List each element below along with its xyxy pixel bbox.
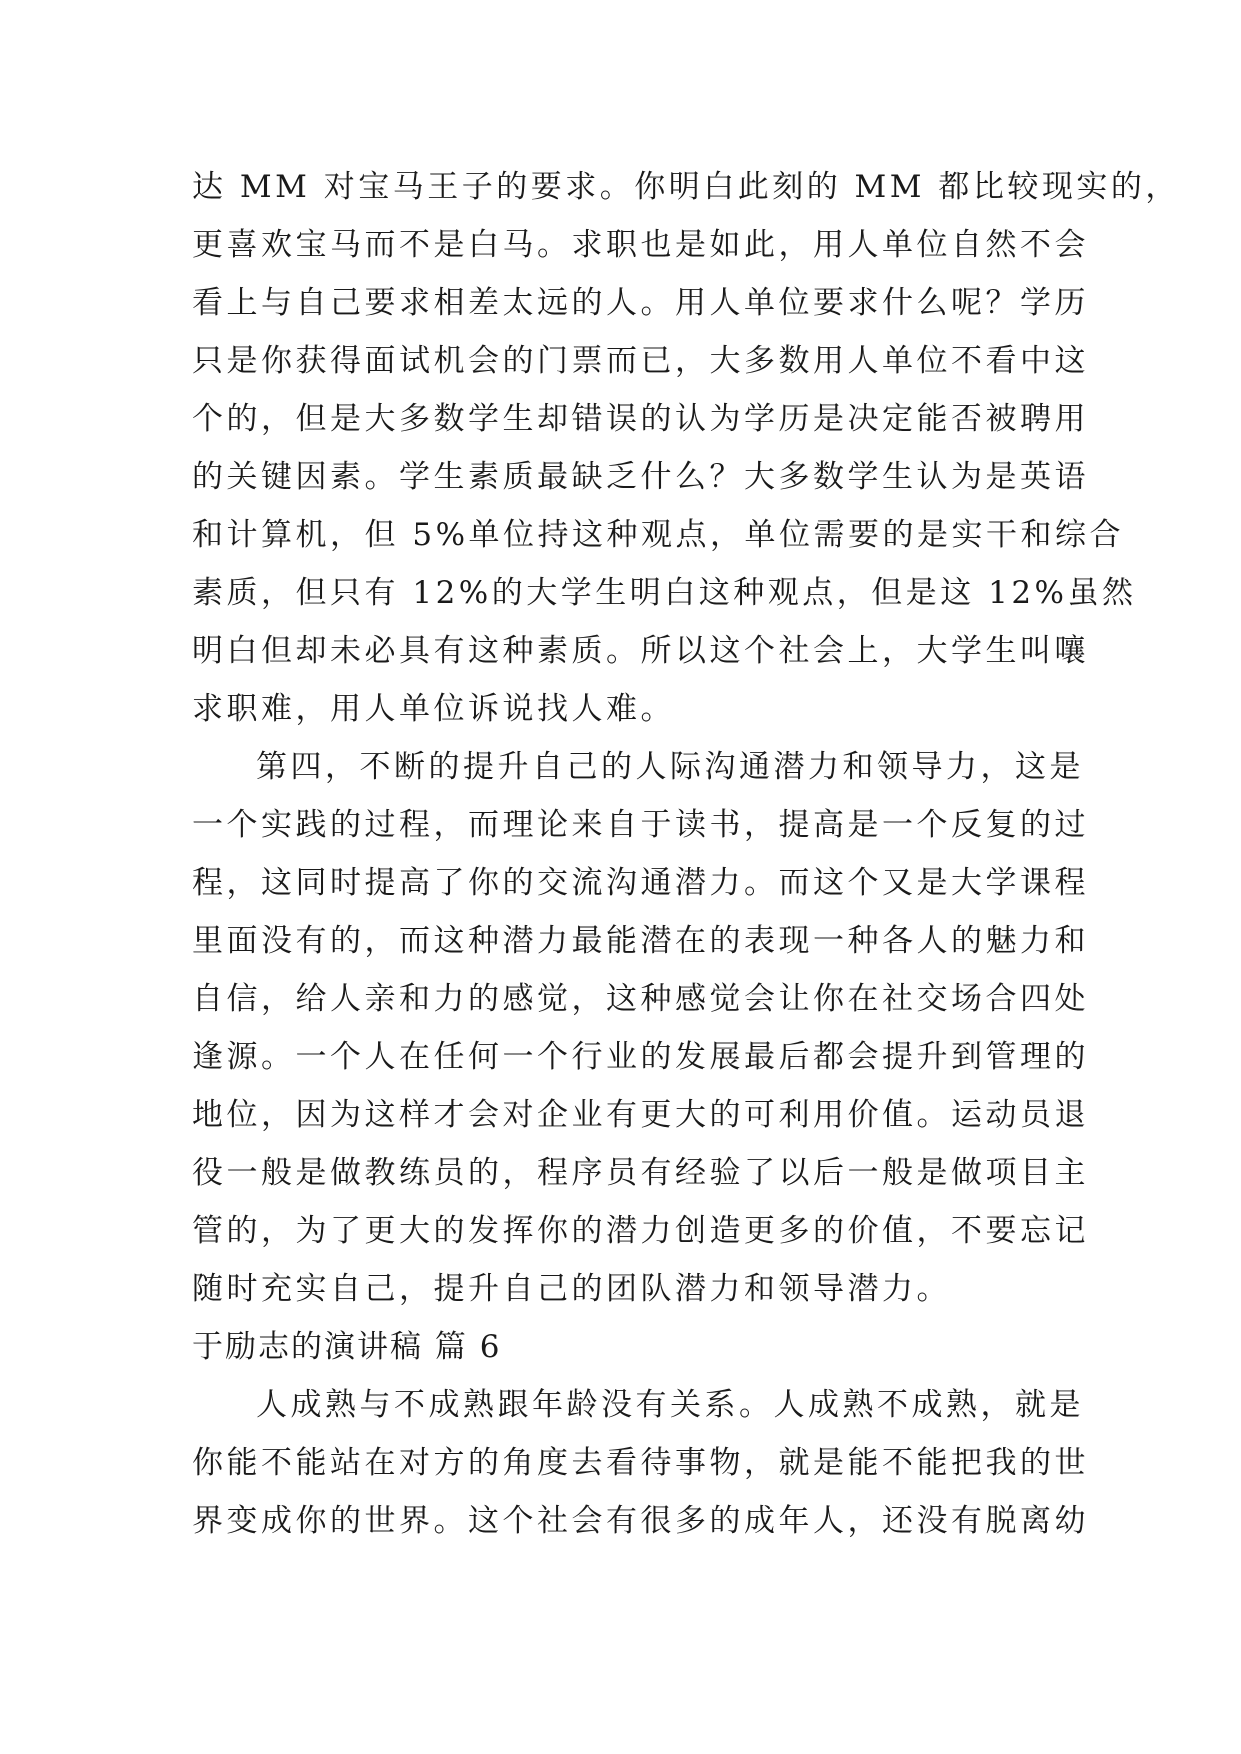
paragraph-line: 地位，因为这样才会对企业有更大的可利用价值。运动员退	[192, 1097, 1089, 1133]
paragraph-line: 你能不能站在对方的角度去看待事物，就是能不能把我的世	[192, 1445, 1089, 1481]
paragraph-line: 看上与自己要求相差太远的人。用人单位要求什么呢？学历	[192, 285, 1089, 321]
paragraph-line: 达 MM 对宝马王子的要求。你明白此刻的 MM 都比较现实的，	[192, 169, 1180, 205]
paragraph-line: 和计算机，但 5%单位持这种观点，单位需要的是实干和综合	[192, 517, 1125, 553]
document-body	[192, 158, 1180, 1550]
paragraph-line: 第四，不断的提升自己的人际沟通潜力和领导力，这是	[256, 749, 1084, 785]
paragraph-line: 程，这同时提高了你的交流沟通潜力。而这个又是大学课程	[192, 865, 1089, 901]
paragraph-line: 自信，给人亲和力的感觉，这种感觉会让你在社交场合四处	[192, 981, 1089, 1017]
paragraph-line: 界变成你的世界。这个社会有很多的成年人，还没有脱离幼	[192, 1503, 1089, 1539]
paragraph-line: 的关键因素。学生素质最缺乏什么？大多数学生认为是英语	[192, 459, 1089, 495]
paragraph-line: 只是你获得面试机会的门票而已，大多数用人单位不看中这	[192, 343, 1089, 379]
paragraph-line: 人成熟与不成熟跟年龄没有关系。人成熟不成熟，就是	[256, 1387, 1084, 1423]
paragraph-line: 一个实践的过程，而理论来自于读书，提高是一个反复的过	[192, 807, 1089, 843]
paragraph-line: 更喜欢宝马而不是白马。求职也是如此，用人单位自然不会	[192, 227, 1089, 263]
paragraph-line: 逢源。一个人在任何一个行业的发展最后都会提升到管理的	[192, 1039, 1089, 1075]
paragraph-line: 役一般是做教练员的，程序员有经验了以后一般是做项目主	[192, 1155, 1089, 1191]
paragraph-line: 管的，为了更大的发挥你的潜力创造更多的价值，不要忘记	[192, 1213, 1089, 1249]
paragraph-line: 明白但却未必具有这种素质。所以这个社会上，大学生叫嚷	[192, 633, 1089, 669]
paragraph-line: 素质，但只有 12%的大学生明白这种观点，但是这 12%虽然	[192, 575, 1137, 611]
paragraph-line: 里面没有的，而这种潜力最能潜在的表现一种各人的魅力和	[192, 923, 1089, 959]
paragraph-line: 随时充实自己，提升自己的团队潜力和领导潜力。	[192, 1271, 951, 1307]
paragraph-line: 个的，但是大多数学生却错误的认为学历是决定能否被聘用	[192, 401, 1089, 437]
paragraph-line: 求职难，用人单位诉说找人难。	[192, 691, 675, 727]
section-heading: 于励志的演讲稿 篇 6	[192, 1329, 502, 1365]
